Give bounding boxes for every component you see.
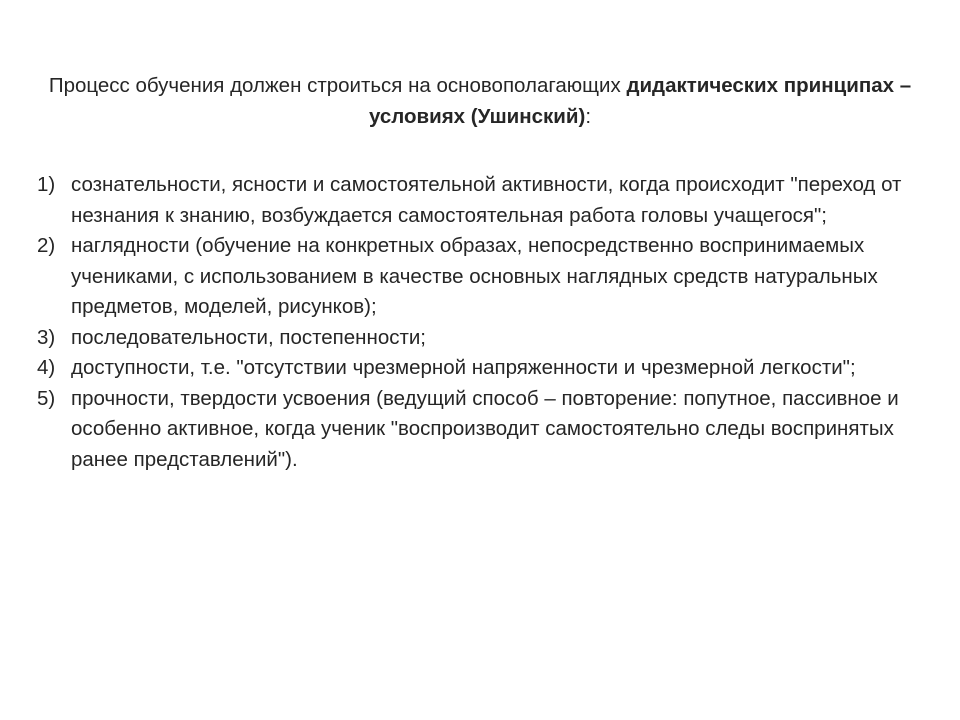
list-item-number: 1): [37, 173, 56, 196]
list-item: [37, 170, 917, 231]
list-item-text: прочности, твердости усвоения (ведущий способ – повторение: попутное, пассивное и особенно активное, когда ученик "воспроизводит самостоятельно следы воспринятых ранее представлений").: [71, 386, 899, 471]
list-item-number: 2): [37, 234, 56, 257]
heading-text: Процесс обучения должен строиться на основополагающих: [48, 74, 627, 97]
list-item-number: 3): [37, 325, 56, 349]
list-item: [37, 231, 917, 323]
list-item-number: 5): [37, 386, 56, 410]
list-item-text: последовательности, постепенности;: [71, 325, 427, 349]
heading-bold-text: дидактических принципах – условиях (Ушинский): [368, 74, 912, 128]
heading-suffix: :: [585, 105, 592, 128]
list-item-text: доступности, т.е. "отсутствии чрезмерной напряженности и чрезмерной легкости";: [71, 356, 856, 379]
principles-list: [37, 170, 917, 475]
list-item: [37, 384, 917, 476]
slide-heading: [30, 70, 930, 132]
list-item-text: сознательности, ясности и самостоятельной активности, когда происходит "переход от незнания к знанию, возбуждается самостоятельная работа головы учащегося";: [71, 173, 902, 227]
list-item: [37, 323, 917, 354]
list-item: [37, 353, 917, 384]
list-item-number: 4): [37, 356, 56, 379]
list-item-text: наглядности (обучение на конкретных образах, непосредственно воспринимаемых учениками, с использованием в качестве основных наглядных средств натуральных предметов, моделей, рисунков);: [71, 234, 878, 318]
